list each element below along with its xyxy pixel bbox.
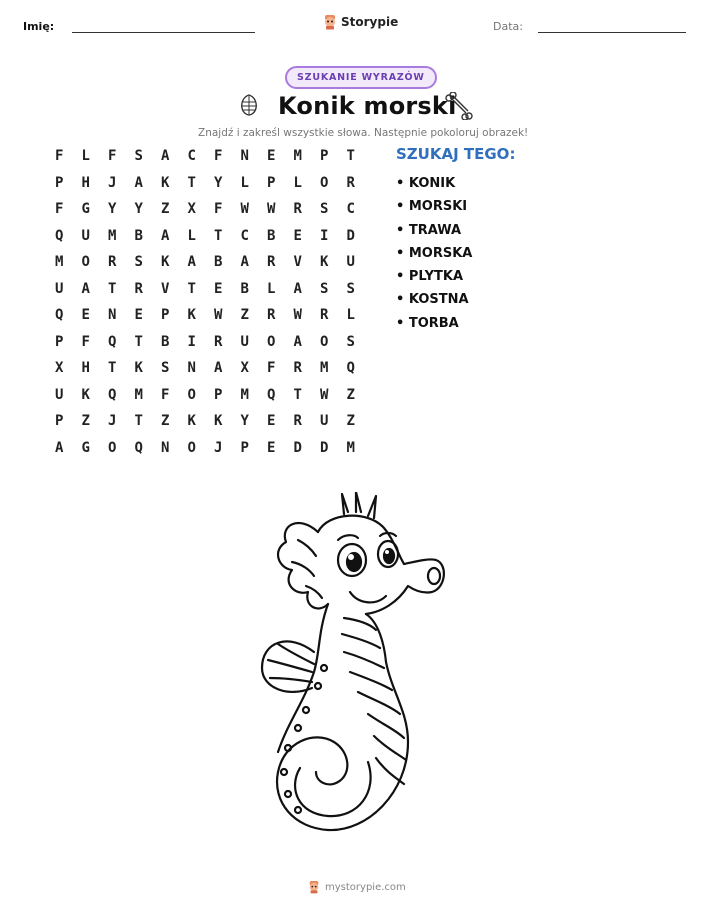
grid-cell[interactable]: M — [346, 439, 355, 456]
grid-cell[interactable]: H — [81, 174, 90, 191]
grid-cell[interactable]: F — [214, 148, 223, 165]
date-label: Data: — [493, 20, 523, 33]
grid-cell[interactable]: N — [187, 360, 196, 377]
grid-cell[interactable]: E — [214, 280, 223, 297]
grid-cell[interactable]: J — [108, 174, 117, 191]
grid-cell[interactable]: V — [161, 280, 170, 297]
grid-cell[interactable]: S — [346, 333, 355, 350]
grid-cell[interactable]: Q — [346, 360, 355, 377]
grid-cell[interactable]: Q — [134, 439, 143, 456]
grid-cell[interactable]: Z — [346, 413, 355, 430]
grid-cell[interactable]: O — [267, 333, 276, 350]
word-list-title: SZUKAJ TEGO: — [396, 145, 516, 163]
grid-cell[interactable]: F — [214, 201, 223, 218]
grid-cell[interactable]: X — [240, 360, 249, 377]
grid-cell[interactable]: C — [240, 227, 249, 244]
grid-cell[interactable]: B — [240, 280, 249, 297]
grid-cell[interactable]: N — [108, 307, 117, 324]
grid-cell[interactable]: Q — [108, 333, 117, 350]
grid-cell[interactable]: C — [346, 201, 355, 218]
grid-cell[interactable]: P — [214, 386, 223, 403]
grid-cell[interactable]: Z — [161, 413, 170, 430]
grid-cell[interactable]: D — [346, 227, 355, 244]
grid-cell[interactable]: H — [81, 360, 90, 377]
grid-cell[interactable]: L — [346, 307, 355, 324]
date-input-line[interactable] — [538, 32, 686, 33]
grid-cell[interactable]: K — [187, 307, 196, 324]
grid-cell[interactable]: Y — [214, 174, 223, 191]
grid-cell[interactable]: L — [187, 227, 196, 244]
grid-cell[interactable]: R — [293, 201, 302, 218]
grid-cell[interactable]: B — [134, 227, 143, 244]
grid-cell[interactable]: Y — [240, 413, 249, 430]
grid-cell[interactable]: Y — [108, 201, 117, 218]
storypie-mascot-icon — [323, 14, 337, 30]
grid-cell[interactable]: J — [214, 439, 223, 456]
grid-cell[interactable]: P — [240, 439, 249, 456]
grid-cell[interactable]: A — [214, 360, 223, 377]
seahorse-illustration[interactable] — [258, 492, 450, 852]
grid-cell[interactable]: E — [267, 439, 276, 456]
grid-cell[interactable]: A — [293, 333, 302, 350]
grid-cell[interactable]: L — [81, 148, 90, 165]
word-item: • MORSKA — [396, 245, 473, 261]
grid-cell[interactable]: S — [320, 201, 329, 218]
name-input-line[interactable] — [72, 32, 255, 33]
grid-cell[interactable]: T — [108, 280, 117, 297]
bone-icon — [444, 92, 474, 120]
grid-cell[interactable]: O — [187, 439, 196, 456]
grid-cell[interactable]: M — [55, 254, 64, 271]
grid-cell[interactable]: M — [320, 360, 329, 377]
grid-cell[interactable]: D — [320, 439, 329, 456]
brand-logo — [323, 14, 398, 30]
name-label: Imię: — [23, 20, 55, 33]
grid-cell[interactable]: Q — [108, 386, 117, 403]
grid-cell[interactable]: R — [320, 307, 329, 324]
grid-cell[interactable]: U — [240, 333, 249, 350]
grid-cell[interactable]: U — [320, 413, 329, 430]
grid-cell[interactable]: G — [81, 201, 90, 218]
grid-cell[interactable]: E — [267, 413, 276, 430]
grid-cell[interactable]: E — [293, 227, 302, 244]
grid-cell[interactable]: T — [134, 333, 143, 350]
grid-cell[interactable]: X — [187, 201, 196, 218]
grid-cell[interactable]: P — [161, 307, 170, 324]
word-item: • PLYTKA — [396, 269, 464, 285]
grid-cell[interactable]: K — [161, 174, 170, 191]
grid-cell[interactable]: K — [81, 386, 90, 403]
grid-cell[interactable]: X — [55, 360, 64, 377]
grid-cell[interactable]: Z — [240, 307, 249, 324]
grid-cell[interactable]: T — [293, 386, 302, 403]
grid-cell[interactable]: A — [161, 227, 170, 244]
grid-cell[interactable]: P — [55, 174, 64, 191]
grid-cell[interactable]: B — [161, 333, 170, 350]
grid-cell[interactable]: W — [293, 307, 302, 324]
grid-cell[interactable]: Z — [161, 201, 170, 218]
grid-cell[interactable]: E — [134, 307, 143, 324]
grid-cell[interactable]: S — [161, 360, 170, 377]
grid-cell[interactable]: K — [161, 254, 170, 271]
grid-cell[interactable]: Z — [81, 413, 90, 430]
grid-cell[interactable]: P — [267, 174, 276, 191]
grid-cell[interactable]: B — [267, 227, 276, 244]
grid-cell[interactable]: W — [240, 201, 249, 218]
grid-cell[interactable]: R — [267, 254, 276, 271]
storypie-mascot-icon — [308, 880, 320, 894]
grid-cell[interactable]: T — [214, 227, 223, 244]
grid-cell[interactable]: P — [55, 413, 64, 430]
grid-cell[interactable]: K — [320, 254, 329, 271]
grid-cell[interactable]: O — [108, 439, 117, 456]
grid-cell[interactable]: R — [346, 174, 355, 191]
grid-cell[interactable]: S — [346, 280, 355, 297]
grid-cell[interactable]: M — [293, 148, 302, 165]
grid-cell[interactable]: R — [108, 254, 117, 271]
grid-cell[interactable]: A — [55, 439, 64, 456]
grid-cell[interactable]: Z — [346, 386, 355, 403]
word-list — [396, 145, 515, 335]
grid-cell[interactable]: R — [214, 333, 223, 350]
grid-cell[interactable]: Y — [134, 201, 143, 218]
grid-cell[interactable]: M — [240, 386, 249, 403]
grid-cell[interactable]: L — [293, 174, 302, 191]
grid-cell[interactable]: O — [81, 254, 90, 271]
grid-cell[interactable]: A — [81, 280, 90, 297]
activity-badge: SZUKANIE WYRAZÓW — [285, 66, 437, 89]
grid-cell[interactable]: R — [134, 280, 143, 297]
grid-cell[interactable]: F — [161, 386, 170, 403]
grid-cell[interactable]: A — [293, 280, 302, 297]
grid-cell[interactable]: U — [55, 386, 64, 403]
footer — [308, 880, 406, 894]
grid-cell[interactable]: O — [187, 386, 196, 403]
grid-cell[interactable]: V — [293, 254, 302, 271]
grid-cell[interactable]: M — [134, 386, 143, 403]
grid-cell[interactable]: C — [187, 148, 196, 165]
grid-cell[interactable]: R — [293, 360, 302, 377]
grid-cell[interactable]: Q — [55, 307, 64, 324]
shell-icon — [239, 93, 259, 117]
grid-cell[interactable]: P — [320, 148, 329, 165]
grid-cell[interactable]: M — [108, 227, 117, 244]
grid-cell[interactable]: U — [346, 254, 355, 271]
word-item: • KOSTNA — [396, 292, 469, 308]
grid-cell[interactable]: B — [214, 254, 223, 271]
grid-cell[interactable]: A — [240, 254, 249, 271]
grid-cell[interactable]: T — [187, 280, 196, 297]
grid-cell[interactable]: N — [240, 148, 249, 165]
grid-cell[interactable]: T — [346, 148, 355, 165]
grid-cell[interactable]: L — [267, 280, 276, 297]
grid-cell[interactable]: K — [214, 413, 223, 430]
brand-name: Storypie — [341, 15, 399, 29]
page-title: Konik morski — [278, 92, 457, 120]
grid-cell[interactable]: Q — [267, 386, 276, 403]
instructions: Znajdź i zakreśl wszystkie słowa. Następnie pokoloruj obrazek! — [198, 127, 529, 139]
grid-cell[interactable]: W — [267, 201, 276, 218]
grid-cell[interactable]: A — [161, 148, 170, 165]
grid-cell[interactable]: P — [55, 333, 64, 350]
grid-cell[interactable]: R — [267, 307, 276, 324]
grid-cell[interactable]: Q — [55, 227, 64, 244]
word-item: • KONIK — [396, 176, 456, 191]
grid-cell[interactable]: N — [161, 439, 170, 456]
grid-cell[interactable]: G — [81, 439, 90, 456]
word-search-grid[interactable] — [46, 143, 364, 461]
grid-cell[interactable]: K — [134, 360, 143, 377]
grid-cell[interactable]: E — [267, 148, 276, 165]
grid-cell[interactable]: W — [320, 386, 329, 403]
grid-cell[interactable]: I — [320, 227, 329, 244]
grid-cell[interactable]: I — [187, 333, 196, 350]
grid-cell[interactable]: A — [187, 254, 196, 271]
grid-cell[interactable]: E — [81, 307, 90, 324]
grid-cell[interactable]: U — [81, 227, 90, 244]
grid-cell[interactable]: O — [320, 174, 329, 191]
grid-cell[interactable]: F — [108, 148, 117, 165]
grid-cell[interactable]: A — [134, 174, 143, 191]
grid-cell[interactable]: F — [267, 360, 276, 377]
word-item: • MORSKI — [396, 199, 468, 215]
grid-cell[interactable]: D — [293, 439, 302, 456]
grid-cell[interactable]: R — [293, 413, 302, 430]
grid-cell[interactable]: O — [320, 333, 329, 350]
grid-cell[interactable]: J — [108, 413, 117, 430]
grid-cell[interactable]: S — [134, 254, 143, 271]
footer-url[interactable]: mystorypie.com — [325, 881, 406, 893]
grid-cell[interactable]: K — [187, 413, 196, 430]
word-item: • TRAWA — [396, 222, 462, 238]
grid-cell[interactable]: S — [320, 280, 329, 297]
grid-cell[interactable]: L — [240, 174, 249, 191]
grid-cell[interactable]: U — [55, 280, 64, 297]
grid-cell[interactable]: T — [134, 413, 143, 430]
grid-cell[interactable]: F — [55, 148, 64, 165]
grid-cell[interactable]: T — [108, 360, 117, 377]
grid-cell[interactable]: W — [214, 307, 223, 324]
grid-cell[interactable]: T — [187, 174, 196, 191]
grid-cell[interactable]: S — [134, 148, 143, 165]
grid-cell[interactable]: F — [81, 333, 90, 350]
word-item: • TORBA — [396, 315, 459, 331]
grid-cell[interactable]: F — [55, 201, 64, 218]
